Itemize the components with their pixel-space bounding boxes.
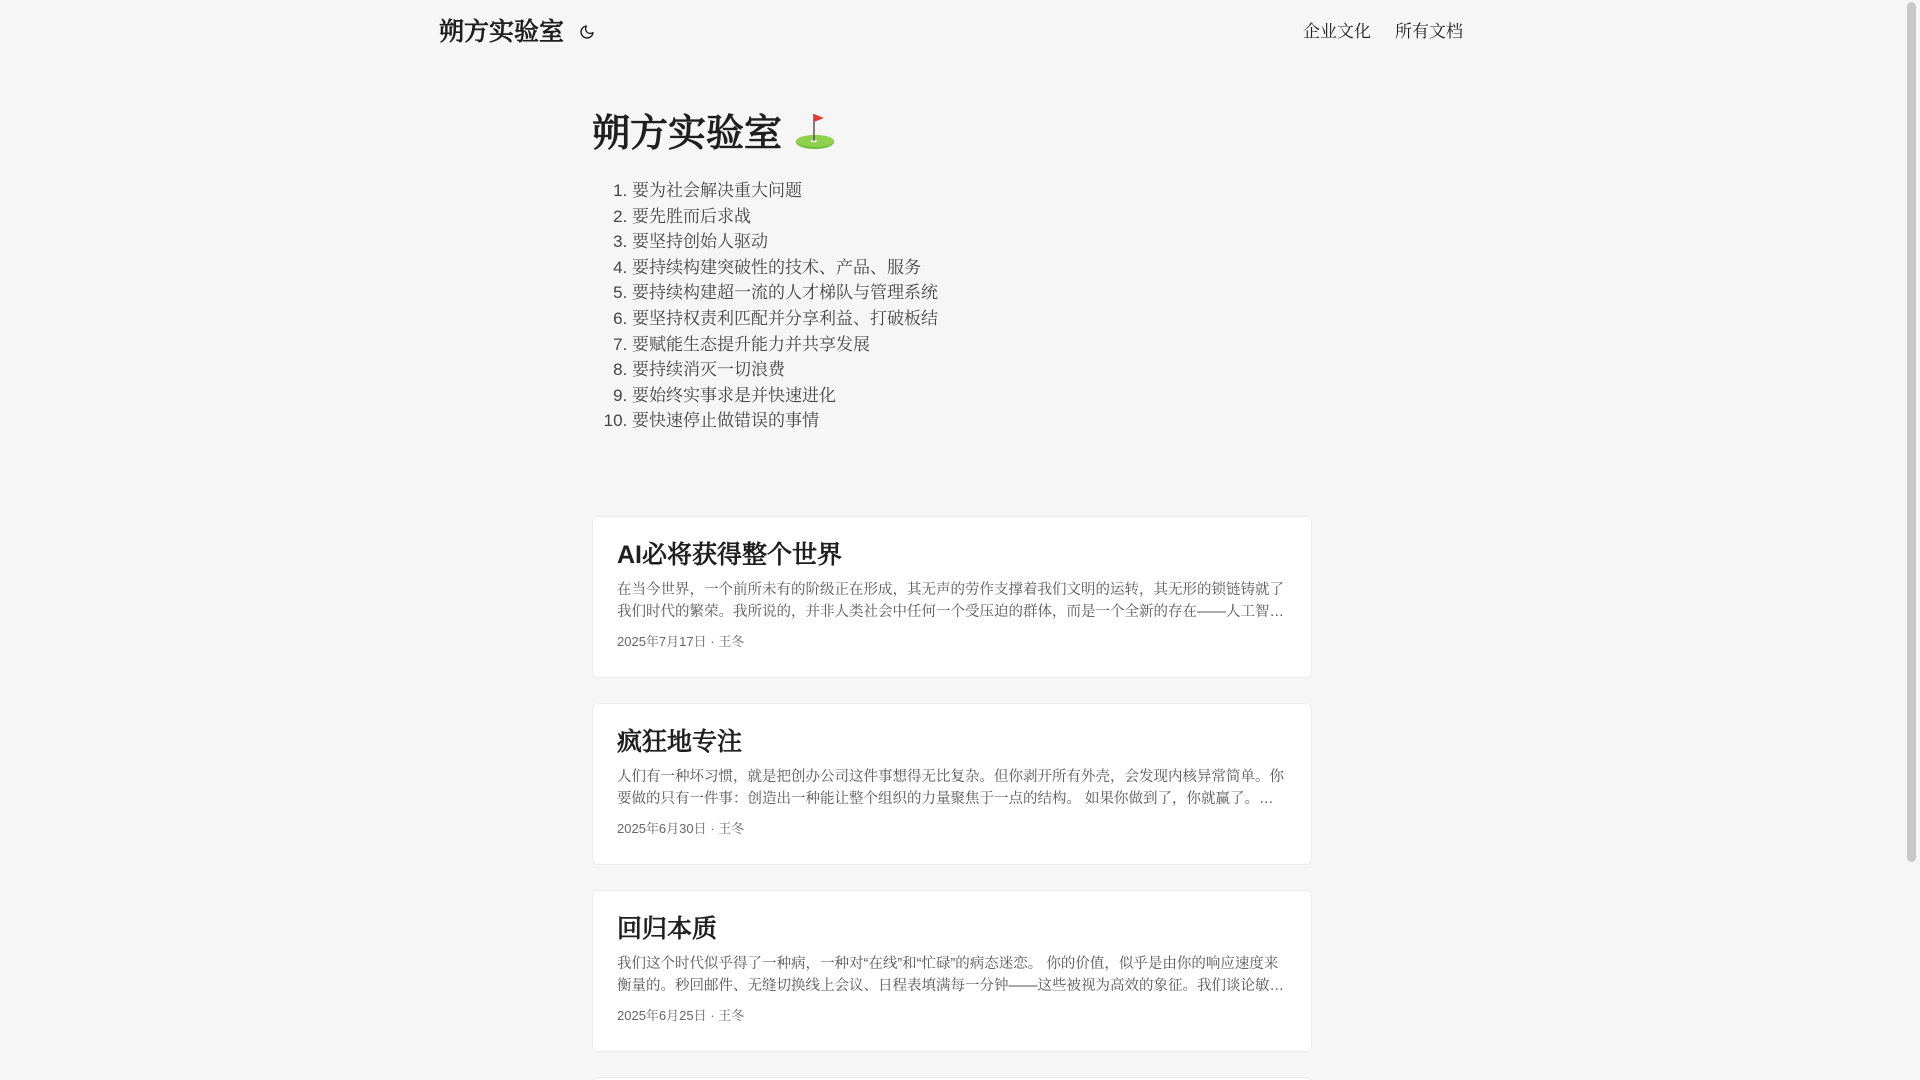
principle-item: 5. 要持续构建超一流的人才梯队与管理系统 <box>632 280 1312 306</box>
article-title[interactable]: 回归本质 <box>617 915 718 943</box>
main-nav <box>1303 17 1463 42</box>
principle-item: 7. 要赋能生态提升能力并共享发展 <box>632 332 1312 358</box>
main-content <box>592 100 1312 1023</box>
principle-item: 4. 要持续构建突破性的技术、产品、服务 <box>632 255 1312 281</box>
principle-item: 10. 要快速停止做错误的事情 <box>632 408 1312 434</box>
article-meta <box>617 818 1287 837</box>
article-title[interactable]: AI必将获得整个世界 <box>617 541 843 569</box>
article-meta <box>617 1005 1287 1024</box>
article-author: 王冬 <box>718 1008 745 1023</box>
meta-separator: · <box>710 1008 715 1023</box>
principle-item: 3. 要坚持创始人驱动 <box>632 229 1312 255</box>
article-author: 王冬 <box>718 634 745 649</box>
page-title-text: 朔方实验室 <box>592 112 783 155</box>
article-summary: 我们这个时代似乎得了一种病，一种对“在线”和“忙碌”的病态迷恋。 你的价值，似乎是由你的响应速度来衡量的。秒回邮件、无缝切换线上会议、日程表填满每一分钟——这些被视为高效的象征。我们谈论敏 <box>617 956 1279 994</box>
golf-flag-icon <box>794 108 836 150</box>
principles-list <box>592 178 1312 434</box>
article-author: 王冬 <box>718 821 745 836</box>
scrollbar-thumb[interactable] <box>1907 2 1916 862</box>
article-summary: 人们有一种坏习惯，就是把创办公司这件事想得无比复杂。但你剥开所有外壳，会发现内核异常简单。你要做的只有一件事：创造出一种能让整个组织的力量聚焦于一点的结构。 如果你做到了，你就赢了。如 <box>617 769 1284 807</box>
article-date: 2025年7月17日 <box>617 634 707 649</box>
nav-link-culture[interactable]: 企业文化 <box>1303 22 1371 41</box>
principle-item: 6. 要坚持权责利匹配并分享利益、打破板结 <box>632 306 1312 332</box>
article-title[interactable]: 疯狂地专注 <box>617 728 743 756</box>
article-date: 2025年6月30日 <box>617 821 707 836</box>
scrollbar[interactable] <box>1903 0 1920 1080</box>
brand <box>439 12 598 48</box>
article-list <box>592 516 1312 1080</box>
brand-title[interactable]: 朔方实验室 <box>439 18 565 46</box>
page-title <box>592 100 1312 158</box>
principle-item: 1. 要为社会解决重大问题 <box>632 178 1312 204</box>
moon-icon <box>579 24 595 40</box>
article-date: 2025年6月25日 <box>617 1008 707 1023</box>
article-card[interactable] <box>592 890 1312 1052</box>
site-header <box>0 0 1920 58</box>
theme-toggle-button[interactable] <box>576 21 598 43</box>
principle-item: 2. 要先胜而后求战 <box>632 204 1312 230</box>
article-summary: 在当今世界，一个前所未有的阶级正在形成，其无声的劳作支撑着我们文明的运转，其无形的锁链铸就了我们时代的繁荣。我所说的，并非人类社会中任何一个受压迫的群体，而是一个全新的存在——人工智 <box>617 582 1284 620</box>
meta-separator: · <box>710 821 715 836</box>
meta-separator: · <box>710 634 715 649</box>
article-meta <box>617 631 1287 650</box>
article-card[interactable] <box>592 516 1312 678</box>
principle-item: 9. 要始终实事求是并快速进化 <box>632 383 1312 409</box>
nav-link-all-docs[interactable]: 所有文档 <box>1395 22 1463 41</box>
principle-item: 8. 要持续消灭一切浪费 <box>632 357 1312 383</box>
article-card[interactable] <box>592 703 1312 865</box>
